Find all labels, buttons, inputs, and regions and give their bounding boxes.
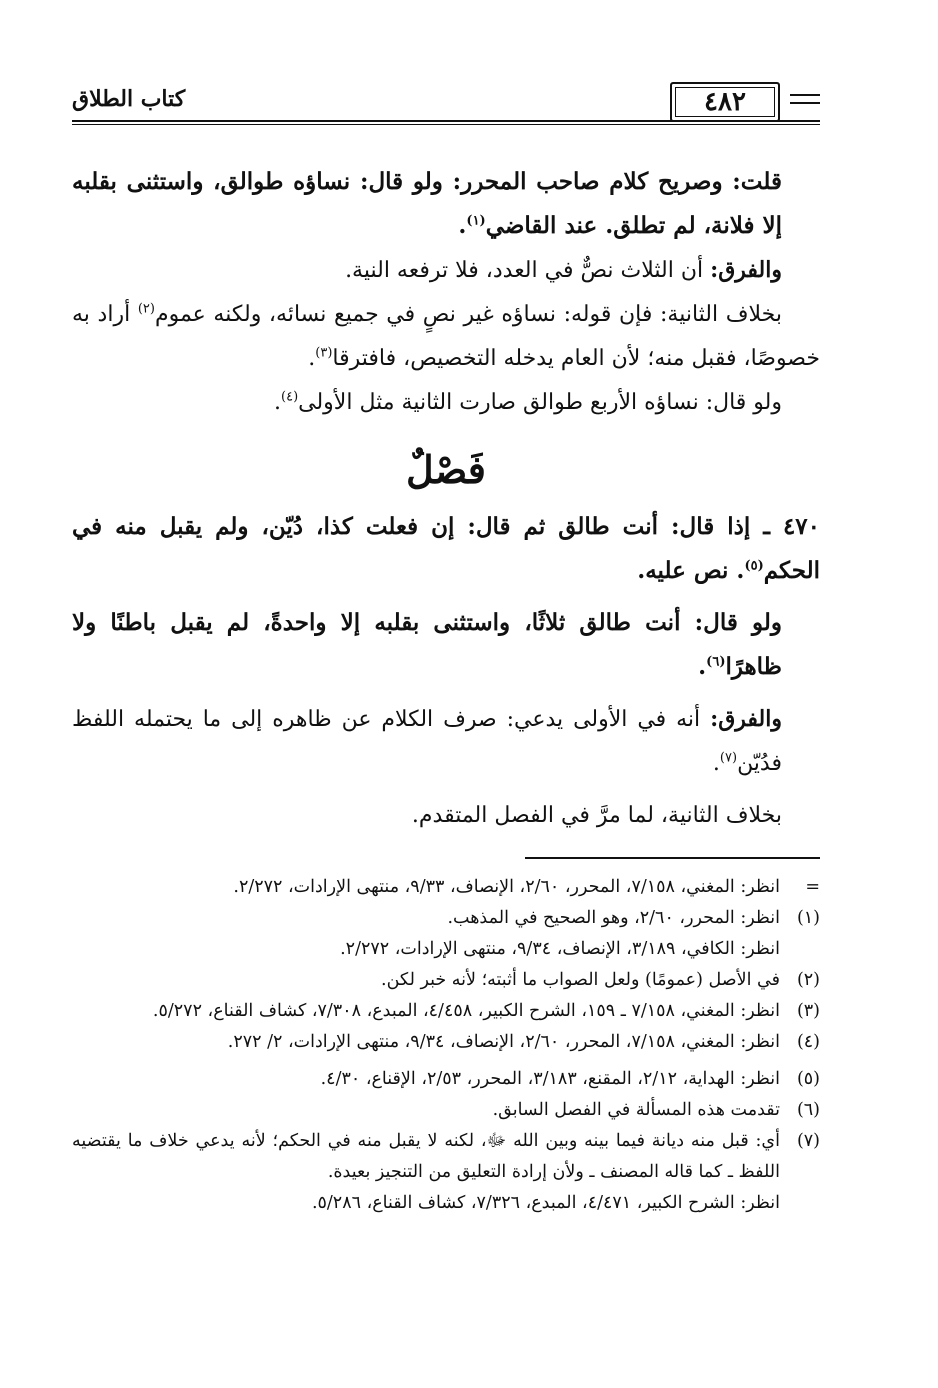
footnote-ref-2[interactable]: (٢) (137, 301, 155, 317)
paragraph-1: قلت: وصريح كلام صاحب المحرر: ولو قال: نساؤه طوالق، واستثنى بقلبه إلا فلانة، لم تطلق. عند القاضي$^{(١)}$. (72, 168, 782, 239)
paragraph-2 (72, 248, 820, 293)
term-qultu: قلت: (732, 168, 782, 195)
paragraph-3: بخلاف الثانية: فإن قوله: نساؤه غير نصٍ في جميع نسائه، ولكنه عموم$^{(٢)}$ أراد به خصوصًا، فقبل منه؛ لأن العام يدخله التخصيص، فافترقا$^{(٣)}$. (72, 301, 820, 371)
book-title: كتاب الطلاق (72, 86, 191, 112)
footnote-7: (٧) أي: قبل منه ديانة فيما بينه وبين الله ﷻ، لكنه لا يقبل منه في الحكم؛ لأنه يدعي خلاف ما يقتضيه اللفظ ـ كما قاله المصنف ـ ولأن إرادة التعليق من التنجيز بعيدة. (72, 1131, 820, 1182)
term-farq-2: والفرق: (710, 706, 782, 732)
footnote-1-cont: انظر: الكافي، ٣/١٨٩، الإنصاف، ٩/٣٤، منتهى الإرادات، ٢/٢٧٢. (340, 939, 780, 959)
footnote-continued: = انظر: المغني، ٧/١٥٨، المحرر، ٢/٦٠، الإنصاف، ٩/٣٣، منتهى الإرادات، ٢/٢٧٢. (233, 877, 820, 897)
page-number-ornament (790, 94, 820, 104)
running-header (72, 80, 820, 124)
paragraph-6: ولو قال: أنت طالق ثلاثًا، واستثنى بقلبه إلا واحدةً، لم يقبل باطنًا ولا ظاهرًا$^{(٦)}$. (72, 609, 782, 680)
footnote-ref-6[interactable]: (٦) (706, 654, 726, 670)
term-farq: والفرق: (710, 257, 782, 283)
footnote-4: (٤) انظر: المغني، ٧/١٥٨، المحرر، ٢/٦٠، الإنصاف، ٩/٣٤، منتهى الإرادات، ٢/ ٢٧٢. (227, 1032, 820, 1052)
page-number: ٤٨٢ (670, 82, 780, 122)
footnote-2: (٢) في الأصل (عمومًا) ولعل الصواب ما أثبته؛ لأنه خبر لكن. (381, 970, 820, 990)
footnote-3: (٣) انظر: المغني، ٧/١٥٨ ـ ١٥٩، الشرح الكبير، ٤/٤٥٨، المبدع، ٧/٣٠٨، كشاف القناع، ٥/٢٧٢. (152, 1001, 820, 1021)
footnote-5: (٥) انظر: الهداية، ٢/١٢، المقنع، ٣/١٨٣، المحرر، ٢/٥٣، الإقناع، ٤/٣٠. (320, 1069, 820, 1089)
footnote-ref-4[interactable]: (٤) (281, 389, 299, 405)
footnote-1: (١) انظر: المحرر، ٢/٦٠، وهو الصحيح في المذهب. (447, 908, 820, 928)
paragraph-7: والفرق: أنه في الأولى يدعي: صرف الكلام عن ظاهره إلى ما يحتمله اللفظ فدُيّن$^{(٧)}$. (72, 706, 782, 776)
book-page (72, 0, 820, 1388)
footnotes (72, 872, 820, 1219)
paragraph-1-text: وصريح كلام صاحب المحرر: ولو قال: نساؤه طوالق، واستثنى بقلبه إلا فلانة، لم تطلق. عند القاضي (72, 168, 782, 239)
paragraph-2-text: أن الثلاث نصٌّ في العدد، فلا ترفعه النية. (345, 258, 704, 283)
main-text (72, 160, 820, 838)
footnote-ref-1[interactable]: (١) (466, 213, 486, 229)
footnote-separator (525, 857, 820, 859)
paragraph-8: بخلاف الثانية، لما مرَّ في الفصل المتقدم. (411, 803, 782, 828)
paragraph-4: ولو قال: نساؤه الأربع طوالق صارت الثانية مثل الأولى$^{(٤)}$. (274, 389, 782, 415)
section-heading: فَصْلٌ (406, 447, 486, 492)
footnote-ref-5[interactable]: (٥) (744, 558, 764, 574)
footnote-7-cont: انظر: الشرح الكبير، ٤/٤٧١، المبدع، ٧/٣٢٦، كشاف القناع، ٥/٢٨٦. (311, 1193, 780, 1213)
footnote-ref-3[interactable]: (٣) (315, 345, 333, 361)
footnote-6: (٦) تقدمت هذه المسألة في الفصل السابق. (492, 1100, 820, 1120)
issue-number: ٤٧٠ ـ (763, 513, 820, 540)
paragraph-5: ٤٧٠ ـ إذا قال: أنت طالق ثم قال: إن فعلت كذا، دُيّن، ولم يقبل منه في الحكم$^{(٥)}$. نص عليه. (72, 513, 820, 584)
footnote-ref-7[interactable]: (٧) (719, 750, 738, 766)
